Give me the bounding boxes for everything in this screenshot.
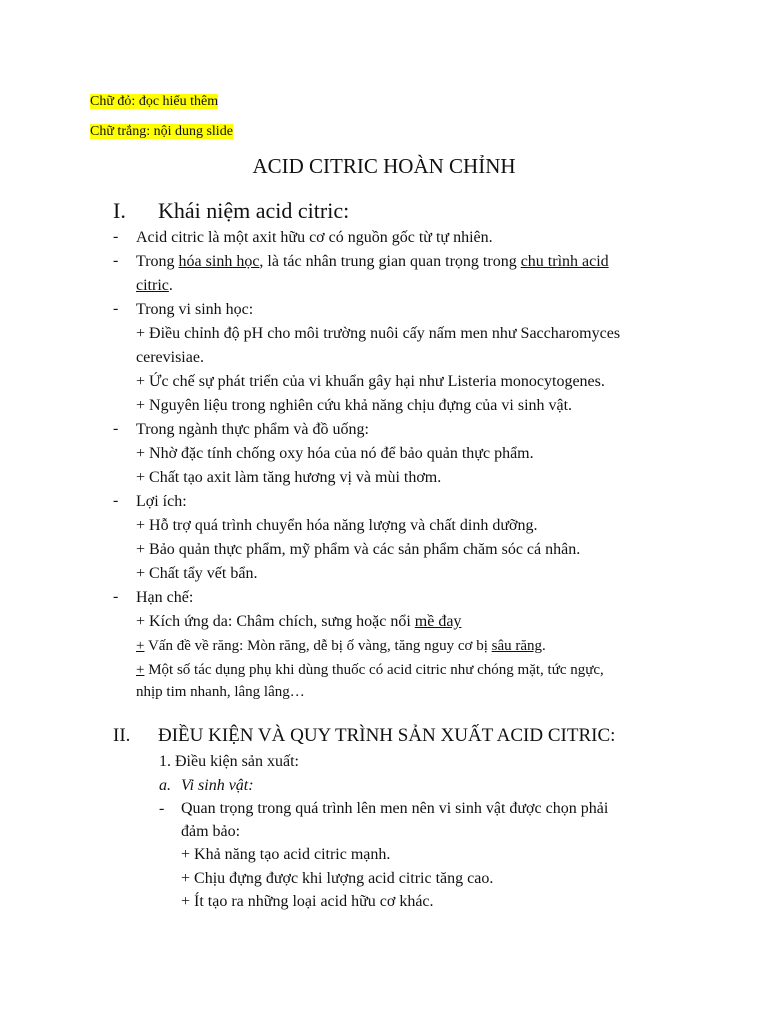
link-chu-trinh-acid-citric[interactable]: chu trình acid (520, 253, 609, 270)
bullet-dash: - (113, 228, 119, 245)
sub-item: + Nhờ đặc tính chống oxy hóa của nó để bảo quản thực phẩm. (136, 445, 534, 462)
sub-item: + Khả năng tạo acid citric mạnh. (181, 846, 391, 863)
bullet-text-cont: citric. (136, 277, 173, 294)
link-chu-trinh-acid-citric-cont[interactable]: citric (136, 277, 169, 294)
bullet-dash: - (113, 252, 119, 269)
bullet-text-cont: đảm bảo: (181, 823, 241, 840)
sub-item: + Chất tạo axit làm tăng hương vị và mùi thơm. (136, 469, 442, 486)
bullet-dash: - (159, 800, 165, 817)
bullet-text: Quan trọng trong quá trình lên men nên vi sinh vật được chọn phải (181, 800, 609, 817)
sub-item: + Chất tẩy vết bẩn. (136, 565, 258, 582)
sub-item: + Nguyên liệu trong nghiên cứu khả năng chịu đựng của vi sinh vật. (136, 397, 573, 414)
sub-item: + Hỗ trợ quá trình chuyển hóa năng lượng và chất dinh dưỡng. (136, 517, 538, 534)
subsection-letter: a. (159, 777, 171, 794)
sub-item: + Ít tạo ra những loại acid hữu cơ khác. (181, 893, 434, 910)
bullet-text: Lợi ích: (136, 493, 187, 510)
section2-heading: II. ĐIỀU KIỆN VÀ QUY TRÌNH SẢN XUẤT ACID CITRIC: (113, 725, 616, 746)
subsection-title: Vi sinh vật: (181, 777, 254, 794)
document-title: ACID CITRIC HOÀN CHỈNH (252, 154, 516, 178)
sub-item: + Một số tác dụng phụ khi dùng thuốc có acid citric như chóng mặt, tức ngực, (136, 662, 604, 678)
link-hoa-sinh-hoc[interactable]: hóa sinh học (178, 253, 260, 270)
sub-item-cont: nhịp tim nhanh, lâng lâng… (136, 684, 305, 700)
sub-item: + Kích ứng da: Châm chích, sưng hoặc nổi mề đay (136, 613, 462, 630)
sub-item: + Ức chế sự phát triển của vi khuẩn gây hại như Listeria monocytogenes. (136, 373, 605, 390)
bullet-text: Trong ngành thực phẩm và đồ uống: (136, 421, 369, 438)
sub-item: + Bảo quản thực phẩm, mỹ phẩm và các sản phẩm chăm sóc cá nhân. (136, 541, 581, 558)
section1-heading: I. Khái niệm acid citric: (113, 198, 350, 223)
link-me-day[interactable]: mề đay (414, 613, 462, 630)
bullet-text: Hạn chế: (136, 589, 194, 606)
bullet-text: Acid citric là một axit hữu cơ có nguồn gốc từ tự nhiên. (136, 229, 493, 246)
subsection-item: 1. Điều kiện sản xuất: (159, 753, 299, 770)
bullet-dash: - (113, 420, 119, 437)
sub-item: + Chịu đựng được khi lượng acid citric tăng cao. (181, 870, 494, 887)
sub-item: + Vấn đề về răng: Mòn răng, dễ bị ố vàng, tăng nguy cơ bị sâu răng. (136, 638, 546, 654)
bullet-text: Trong hóa sinh học, là tác nhân trung gian quan trọng trong chu trình acid (136, 253, 609, 270)
bullet-dash: - (113, 492, 119, 509)
sub-item: + Điều chỉnh độ pH cho môi trường nuôi cấy nấm men như Saccharomyces (136, 325, 621, 342)
link-sau-rang[interactable]: sâu răng (491, 638, 543, 654)
bullet-dash: - (113, 300, 119, 317)
note-white: Chữ trắng: nội dung slide (90, 124, 233, 139)
bullet-text: Trong vi sinh học: (136, 301, 254, 318)
note-red: Chữ đỏ: đọc hiểu thêm (90, 94, 219, 109)
bullet-dash: - (113, 588, 119, 605)
sub-item-cont: cerevisiae. (136, 349, 204, 366)
